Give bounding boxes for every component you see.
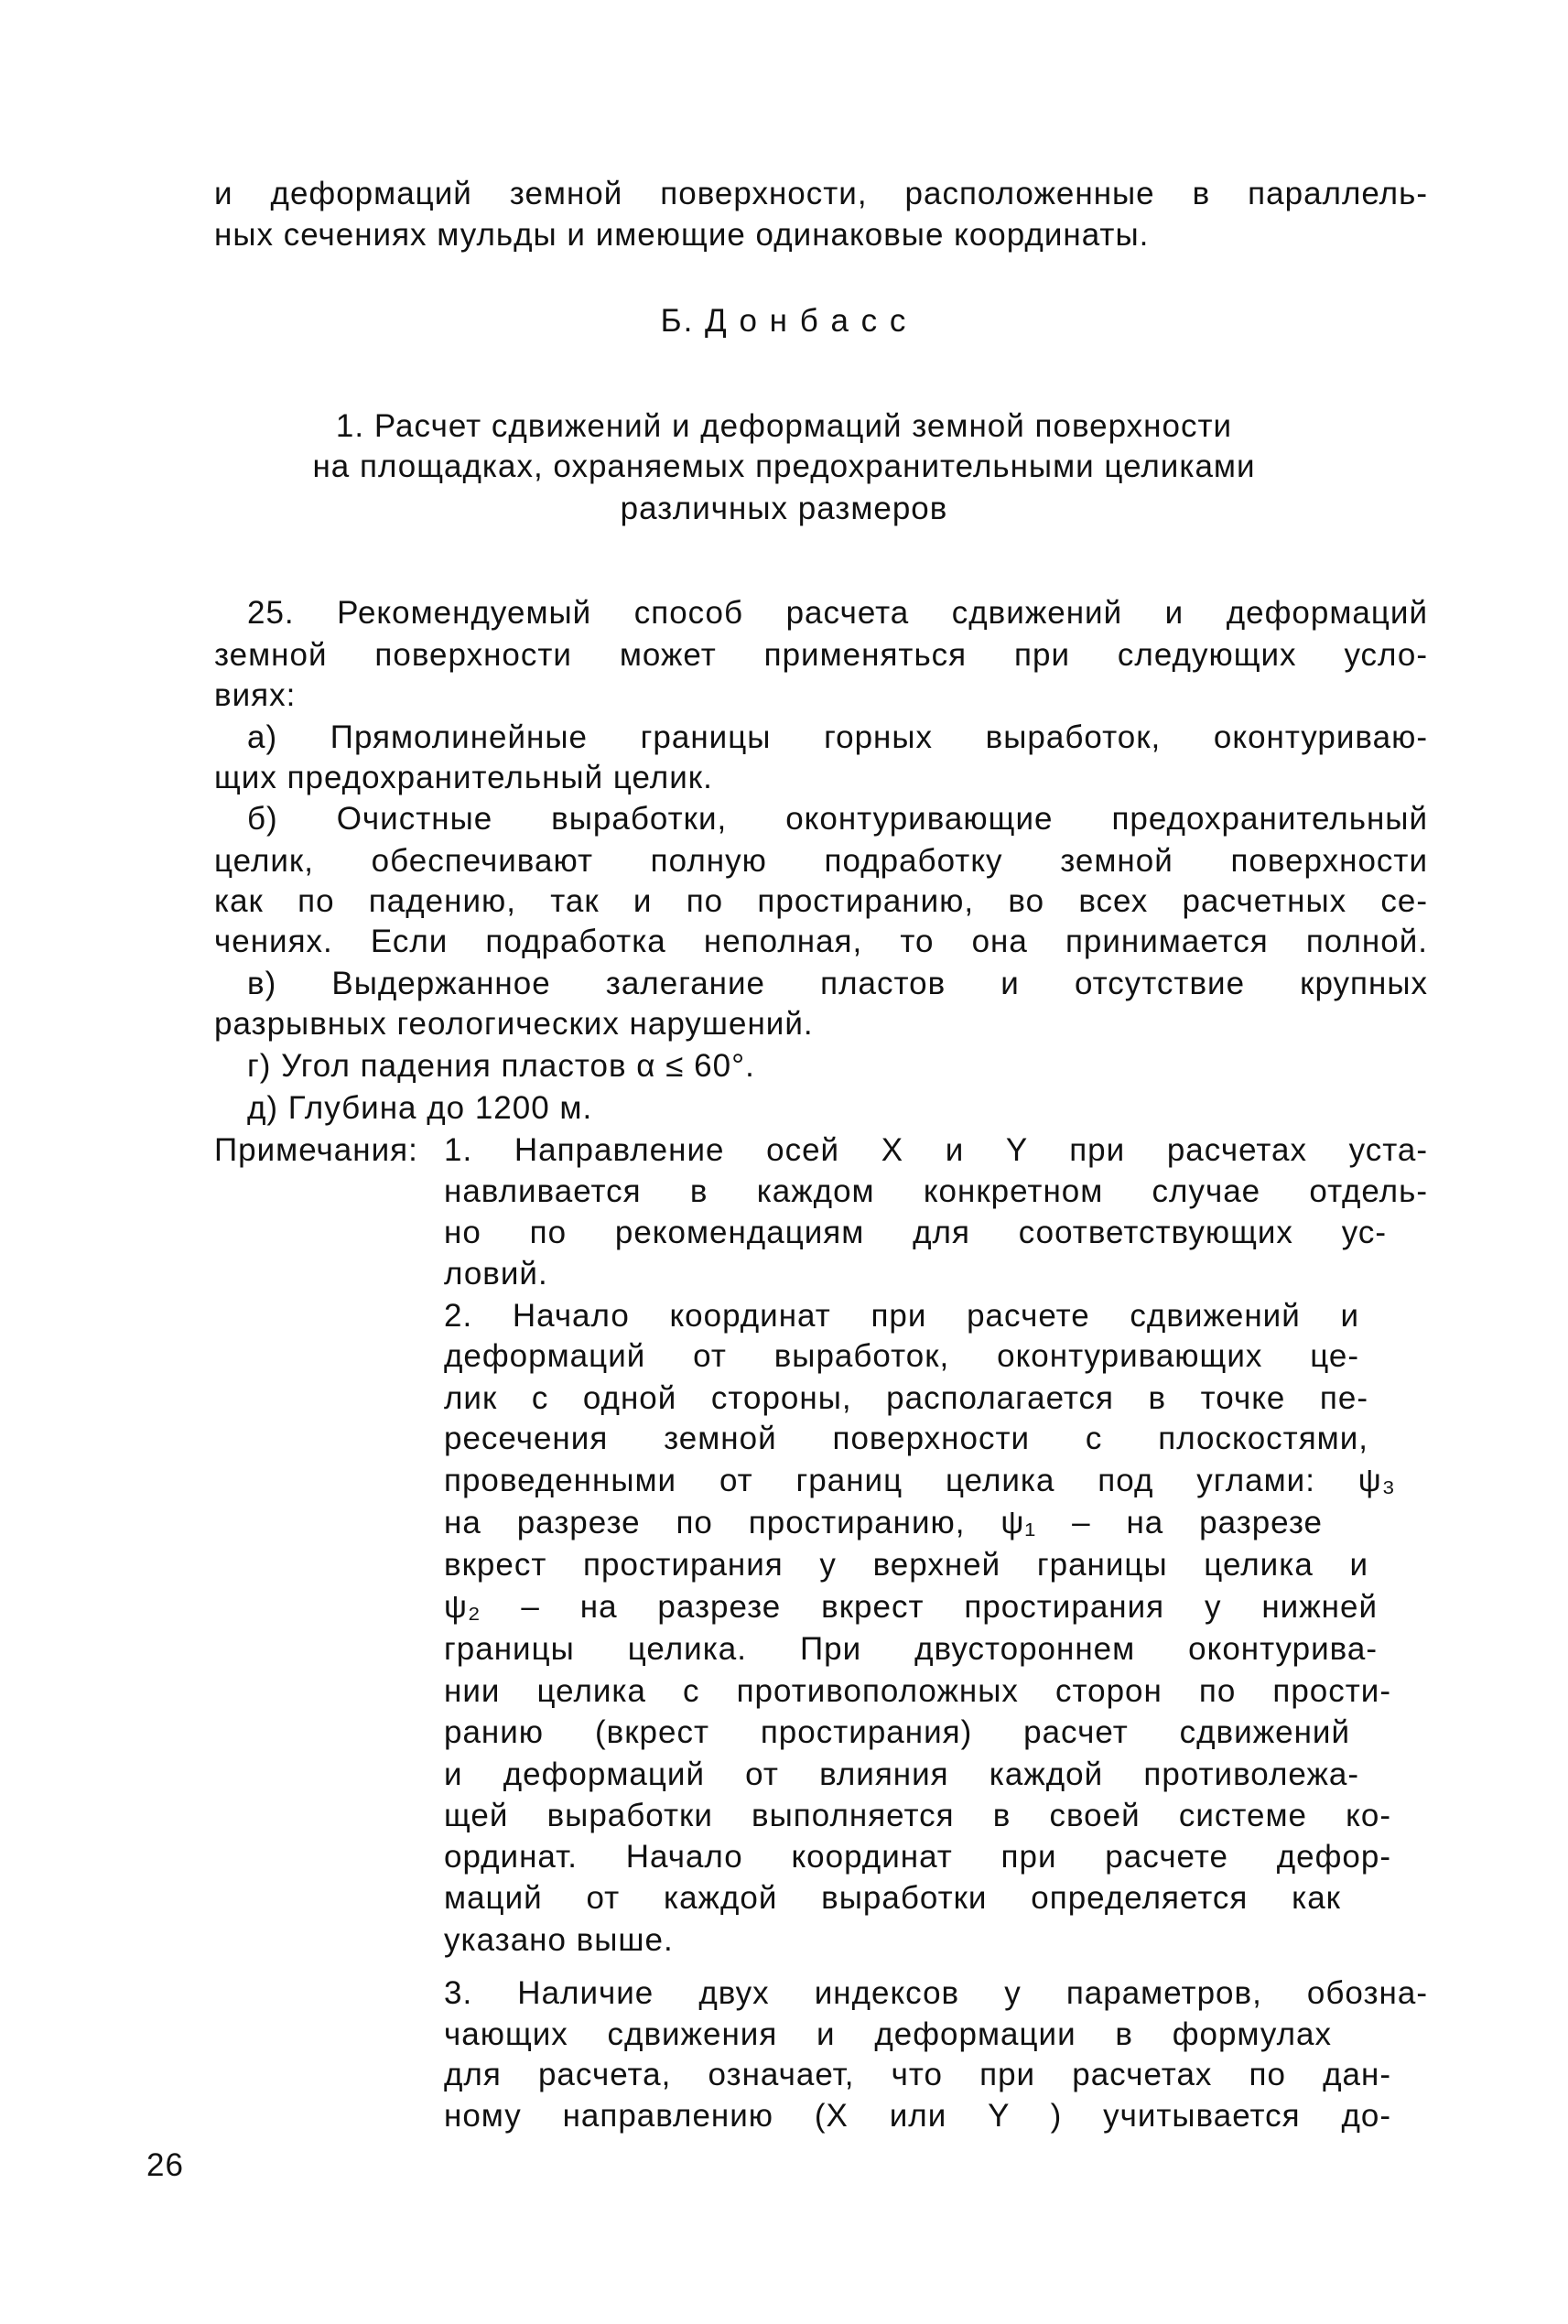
note-3-line: 3. Наличие двух индексов у параметров, обозна-	[444, 1975, 1428, 2011]
note-2-line: 2. Начало координат при расчете сдвижений и	[444, 1298, 1359, 1334]
section-title: Б. Д о н б а с с	[660, 303, 908, 339]
subsection-heading: 1. Расчет сдвижений и деформаций земной поверхности	[335, 408, 1233, 444]
note-2-line: ранию (вкрест простирания) расчет сдвижений	[444, 1714, 1350, 1750]
note-3-line: чающих сдвижения и деформации в формулах	[444, 2016, 1332, 2052]
note-1-line: навливается в каждом конкретном случае отдель-	[444, 1173, 1428, 1209]
note-2-line: границы целика. При двустороннем оконтурива-	[444, 1631, 1378, 1667]
page-number: 26	[146, 2147, 184, 2183]
note-2-line: щей выработки выполняется в своей системе ко-	[444, 1798, 1391, 1833]
list-item-b: б) Очистные выработки, оконтуривающие предохранительный	[247, 801, 1428, 837]
paragraph-line: земной поверхности может применяться при следующих усло-	[214, 637, 1428, 673]
note-1-line: 1. Направление осей X и Y при расчетах уста-	[444, 1132, 1428, 1168]
note-1-line: ловий.	[444, 1256, 548, 1292]
subsection-heading: на площадках, охраняемых предохранительными целиками	[312, 449, 1256, 484]
notes-label: Примечания:	[214, 1132, 418, 1168]
note-2-line: лик с одной стороны, располагается в точке пе-	[444, 1380, 1368, 1416]
list-item-d: д) Глубина до 1200 м.	[247, 1090, 593, 1126]
note-2-line: маций от каждой выработки определяется как	[444, 1880, 1341, 1916]
note-1-line: но по рекомендациям для соответствующих ус-	[444, 1215, 1387, 1250]
note-3-line: ному направлению (X или Y ) учитывается до-	[444, 2098, 1391, 2134]
note-2-line: проведенными от границ целика под углами: ψ₃	[444, 1463, 1396, 1498]
list-item-v: разрывных геологических нарушений.	[214, 1006, 814, 1042]
note-2-line: ψ₂ – на разрезе вкрест простирания у нижней	[444, 1589, 1378, 1625]
note-2-line: ресечения земной поверхности с плоскостями,	[444, 1421, 1368, 1456]
list-item-v: в) Выдержанное залегание пластов и отсутствие крупных	[247, 966, 1428, 1001]
intro-line: ных сечениях мульды и имеющие одинаковые координаты.	[214, 217, 1150, 253]
note-2-line: ординат. Начало координат при расчете дефор-	[444, 1839, 1391, 1875]
note-2-line: и деформаций от влияния каждой противолежа-	[444, 1757, 1359, 1792]
subsection-heading: различных размеров	[620, 491, 948, 526]
list-item-a: щих предохранительный целик.	[214, 760, 713, 795]
note-2-line: на разрезе по простиранию, ψ₁ – на разрезе	[444, 1505, 1323, 1540]
list-item-b: чениях. Если подработка неполная, то она принимается полной.	[214, 924, 1428, 959]
paragraph-line: 25. Рекомендуемый способ расчета сдвижений и деформаций	[247, 595, 1428, 631]
note-2-line: нии целика с противоположных сторон по прости-	[444, 1673, 1391, 1709]
paragraph-line: виях:	[214, 677, 297, 713]
list-item-g: г) Угол падения пластов α ≤ 60°.	[247, 1048, 755, 1084]
list-item-b: как по падению, так и по простиранию, во всех расчетных се-	[214, 883, 1428, 919]
intro-line: и деформаций земной поверхности, расположенные в параллель-	[214, 176, 1428, 211]
note-2-line: деформаций от выработок, оконтуривающих це-	[444, 1338, 1359, 1374]
note-2-line: указано выше.	[444, 1922, 674, 1958]
list-item-b: целик, обеспечивают полную подработку земной поверхности	[214, 843, 1428, 879]
list-item-a: а) Прямолинейные границы горных выработок, оконтуриваю-	[247, 719, 1428, 755]
note-2-line: вкрест простирания у верхней границы целика и	[444, 1547, 1368, 1583]
note-3-line: для расчета, означает, что при расчетах по дан-	[444, 2057, 1391, 2092]
